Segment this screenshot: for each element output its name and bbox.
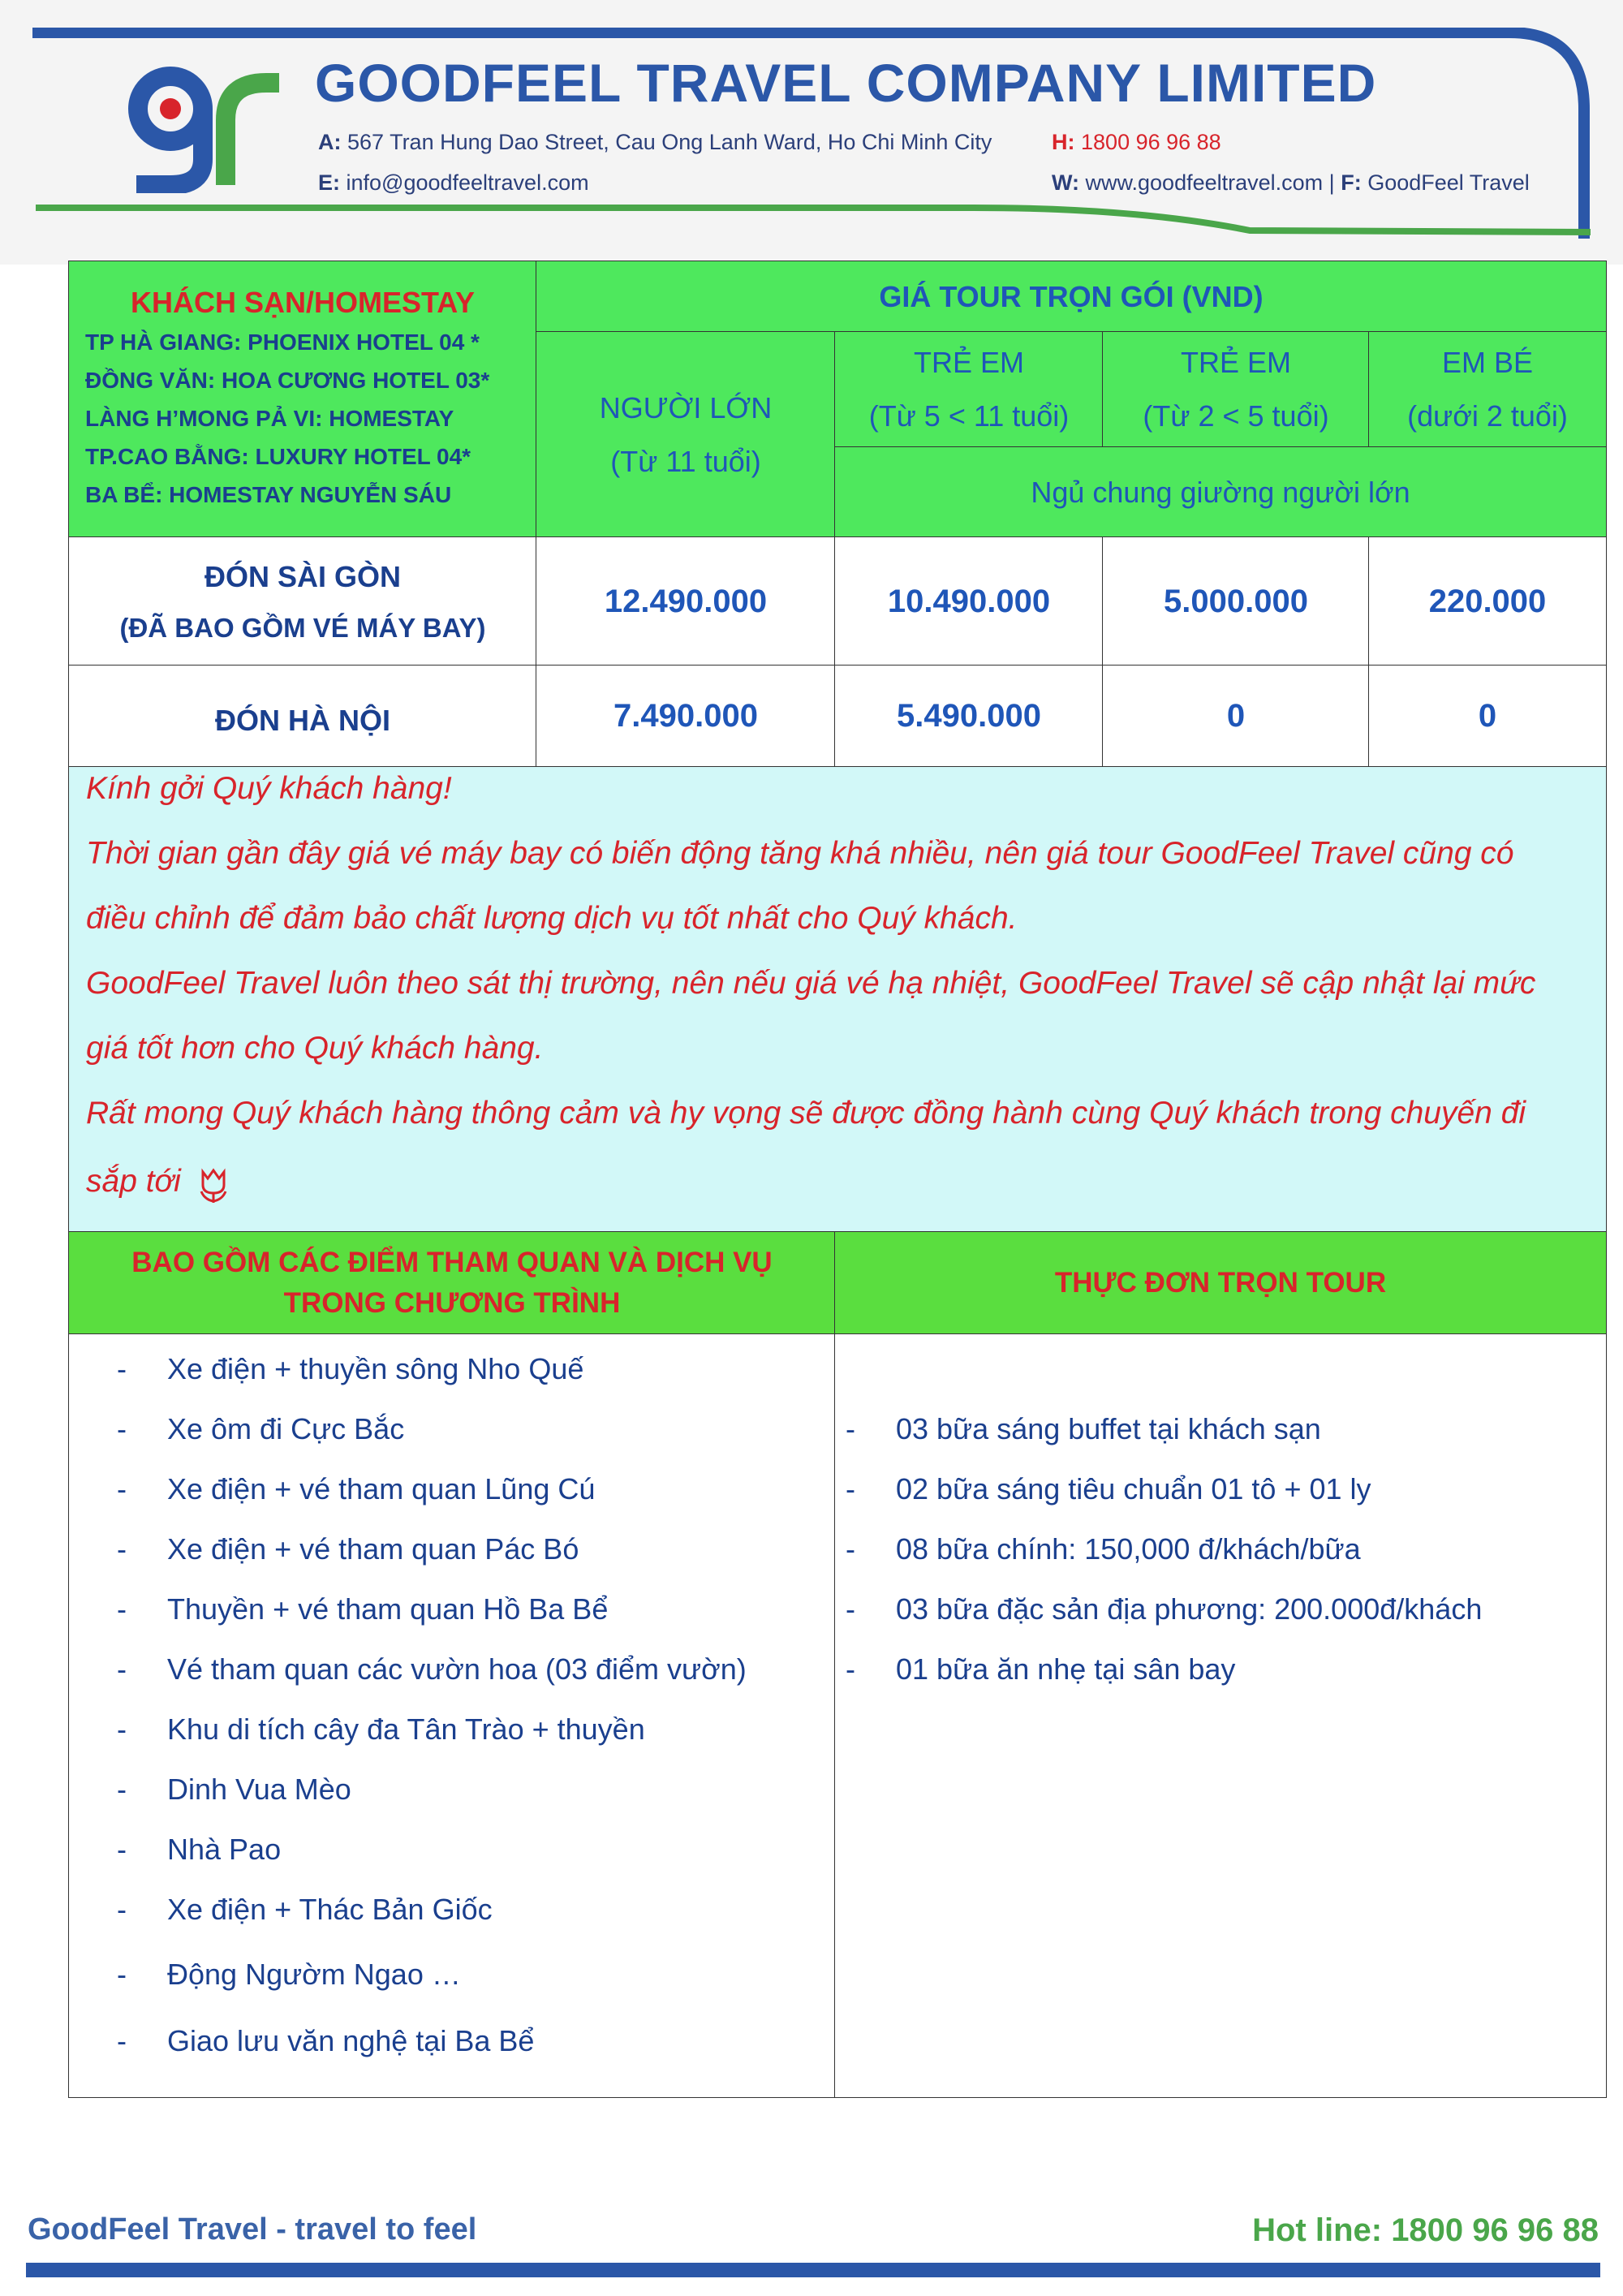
price-saigon-child-5-11: 10.490.000 bbox=[887, 583, 1051, 619]
list-item: - Xe điện + vé tham quan Pác Bó bbox=[117, 1532, 579, 1566]
col-child-5-11-title: TRẺ EM bbox=[913, 346, 1024, 379]
col-child-5-11-sub: (Từ 5 < 11 tuổi) bbox=[868, 399, 1070, 433]
row-hanoi-title: ĐÓN HÀ NỘI bbox=[215, 703, 390, 737]
hotline-text: 1800 96 96 88 bbox=[1081, 130, 1221, 154]
shared-bed-cell bbox=[834, 446, 1607, 538]
col-child-2-5 bbox=[1102, 331, 1370, 448]
list-item: - Xe điện + Thác Bản Giốc bbox=[117, 1893, 493, 1926]
included-header-cell bbox=[68, 1231, 836, 1335]
list-item: - Giao lưu văn nghệ tại Ba Bể bbox=[117, 2024, 535, 2057]
hotline-line bbox=[1052, 130, 1221, 155]
notice-line: Thời gian gần đây giá vé máy bay có biến động tăng khá nhiều, nên giá tour GoodFeel Travel cũng có bbox=[86, 836, 1514, 871]
hotel-item: LÀNG H’MONG PẢ VI: HOMESTAY bbox=[85, 406, 454, 431]
address-line bbox=[318, 130, 992, 155]
web-text[interactable]: www.goodfeeltravel.com bbox=[1085, 170, 1324, 195]
list-item: - Xe ôm đi Cực Bắc bbox=[117, 1412, 405, 1445]
row-saigon-subtitle: (ĐÃ BAO GỒM VÉ MÁY BAY) bbox=[119, 613, 486, 643]
price-saigon-baby: 220.000 bbox=[1428, 583, 1547, 619]
hotel-item: ĐỒNG VĂN: HOA CƯƠNG HOTEL 03* bbox=[85, 368, 490, 393]
menu-header-cell bbox=[834, 1231, 1607, 1335]
col-child-2-5-sub: (Từ 2 < 5 tuổi) bbox=[1143, 399, 1329, 433]
hotel-header: KHÁCH SẠN/HOMESTAY bbox=[130, 286, 476, 319]
web-label: W: bbox=[1052, 170, 1079, 195]
col-baby bbox=[1368, 331, 1607, 448]
notice-line: GoodFeel Travel luôn theo sát thị trường, nên nếu giá vé hạ nhiệt, GoodFeel Travel sẽ cập nhật lại mức bbox=[86, 966, 1536, 1001]
price-cell bbox=[536, 665, 836, 768]
col-adult-sub: (Từ 11 tuổi) bbox=[610, 444, 761, 478]
footer-hotline: Hot line: 1800 96 96 88 bbox=[1252, 2212, 1599, 2248]
col-child-5-11 bbox=[834, 331, 1104, 448]
hotel-item: TP HÀ GIANG: PHOENIX HOTEL 04 * bbox=[85, 330, 480, 355]
price-cell bbox=[834, 665, 1104, 768]
price-hanoi-child-2-5: 0 bbox=[1226, 698, 1246, 734]
price-saigon-adult: 12.490.000 bbox=[604, 583, 768, 619]
tulip-icon bbox=[196, 1167, 230, 1204]
list-item: - Khu di tích cây đa Tân Trào + thuyền bbox=[117, 1712, 645, 1746]
fb-text[interactable]: GoodFeel Travel bbox=[1367, 170, 1530, 195]
col-baby-title: EM BÉ bbox=[1441, 346, 1534, 379]
hotline-label: H: bbox=[1052, 130, 1075, 154]
col-baby-sub: (dưới 2 tuổi) bbox=[1407, 399, 1568, 433]
list-item: - 03 bữa sáng buffet tại khách sạn bbox=[846, 1412, 1321, 1445]
company-name: GOODFEEL TRAVEL COMPANY LIMITED bbox=[315, 53, 1377, 113]
notice-line: Rất mong Quý khách hàng thông cảm và hy vọng sẽ được đồng hành cùng Quý khách trong chuyến đi bbox=[86, 1096, 1526, 1131]
web-line bbox=[1052, 170, 1530, 196]
hotel-cell bbox=[68, 261, 537, 538]
price-cell bbox=[1368, 536, 1607, 666]
price-header: GIÁ TOUR TRỌN GÓI (VND) bbox=[879, 279, 1264, 313]
list-item: - Vé tham quan các vườn hoa (03 điểm vườn) bbox=[117, 1652, 747, 1686]
list-item: - Nhà Pao bbox=[117, 1833, 282, 1866]
list-item: - 01 bữa ăn nhẹ tại sân bay bbox=[846, 1652, 1236, 1686]
footer-bar bbox=[26, 2263, 1600, 2277]
price-hanoi-child-5-11: 5.490.000 bbox=[897, 698, 1041, 734]
menu-header: THỰC ĐƠN TRỌN TOUR bbox=[1054, 1267, 1387, 1299]
row-saigon-title: ĐÓN SÀI GÒN bbox=[204, 560, 401, 593]
address-text: 567 Tran Hung Dao Street, Cau Ong Lanh Ward, Ho Chi Minh City bbox=[347, 130, 992, 154]
list-item: - 03 bữa đặc sản địa phương: 200.000đ/khách bbox=[846, 1592, 1483, 1626]
address-label: A: bbox=[318, 130, 342, 154]
company-logo bbox=[120, 63, 279, 193]
price-cell bbox=[834, 536, 1104, 666]
price-cell bbox=[536, 536, 836, 666]
notice-line: sắp tới bbox=[86, 1164, 181, 1199]
col-adult-title: NGƯỜI LỚN bbox=[599, 390, 773, 424]
notice-line: điều chỉnh để đảm bảo chất lượng dịch vụ tốt nhất cho Quý khách. bbox=[86, 901, 1018, 936]
email-label: E: bbox=[318, 170, 340, 195]
hotel-list bbox=[69, 323, 489, 514]
fb-label: F: bbox=[1341, 170, 1362, 195]
price-header-cell bbox=[536, 261, 1607, 333]
notice-line: giá tốt hơn cho Quý khách hàng. bbox=[86, 1031, 544, 1066]
list-item: - 08 bữa chính: 150,000 đ/khách/bữa bbox=[846, 1532, 1361, 1566]
list-item: - Dinh Vua Mèo bbox=[117, 1773, 351, 1806]
price-cell bbox=[1102, 536, 1370, 666]
list-item: - Thuyền + vé tham quan Hồ Ba Bể bbox=[117, 1592, 609, 1626]
email-text[interactable]: info@goodfeeltravel.com bbox=[346, 170, 589, 195]
menu-list-cell bbox=[834, 1333, 1607, 2098]
included-header-line1: BAO GỒM CÁC ĐIỂM THAM QUAN VÀ DỊCH VỤ bbox=[131, 1247, 773, 1278]
col-adult bbox=[536, 331, 836, 538]
price-cell bbox=[1102, 665, 1370, 768]
row-saigon-title-cell bbox=[68, 536, 537, 666]
price-cell bbox=[1368, 665, 1607, 768]
price-saigon-child-2-5: 5.000.000 bbox=[1164, 583, 1308, 619]
shared-bed-note: Ngủ chung giường người lớn bbox=[1031, 475, 1410, 509]
row-hanoi-title-cell bbox=[68, 665, 537, 768]
price-hanoi-baby: 0 bbox=[1478, 698, 1497, 734]
list-item: - Xe điện + thuyền sông Nho Quế bbox=[117, 1352, 584, 1385]
list-item: - Động Ngườm Ngao … bbox=[117, 1958, 461, 1991]
hotel-item: BA BỂ: HOMESTAY NGUYỄN SÁU bbox=[85, 482, 452, 507]
price-hanoi-adult: 7.490.000 bbox=[613, 698, 758, 734]
notice-line: Kính gởi Quý khách hàng! bbox=[86, 771, 452, 806]
footer-slogan: GoodFeel Travel - travel to feel bbox=[28, 2212, 477, 2246]
list-item: - Xe điện + vé tham quan Lũng Cú bbox=[117, 1472, 596, 1506]
list-item: - 02 bữa sáng tiêu chuẩn 01 tô + 01 ly bbox=[846, 1472, 1371, 1506]
separator: | bbox=[1328, 170, 1335, 195]
included-header-line2: TRONG CHƯƠNG TRÌNH bbox=[283, 1287, 621, 1319]
email-line bbox=[318, 170, 589, 196]
hotel-item: TP.CAO BẰNG: LUXURY HOTEL 04* bbox=[85, 444, 471, 469]
col-child-2-5-title: TRẺ EM bbox=[1180, 346, 1291, 379]
